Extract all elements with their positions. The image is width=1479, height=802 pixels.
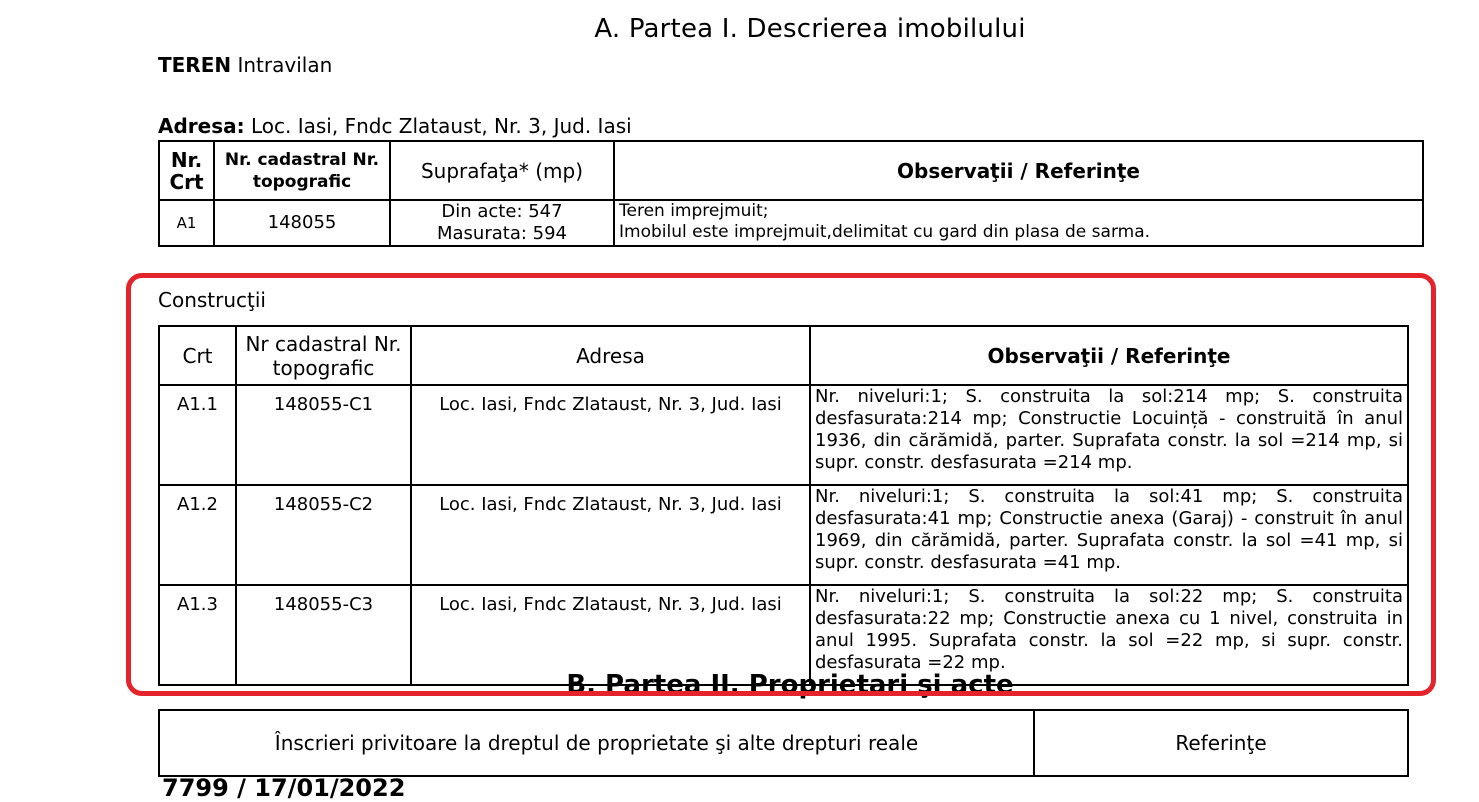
cell-crt: A1.3 xyxy=(159,585,236,685)
masurata: Masurata: 594 xyxy=(436,223,567,244)
cell-observatii: Nr. niveluri:1; S. construita la sol:41 mp; S. construita desfasurata:41 mp; Constructie anexa (Garaj) - construit în anul 1969, din cărămidă, parter. Suprafata constr. la sol =41 mp, si supr. constr. desfasurata =41 mp. xyxy=(810,485,1408,585)
cell-crt: A1.2 xyxy=(159,485,236,585)
adresa-value: Loc. Iasi, Fndc Zlataust, Nr. 3, Jud. Iasi xyxy=(250,114,632,138)
cell-suprafata xyxy=(390,200,614,246)
cell-cadastral: 148055-C3 xyxy=(236,585,411,685)
cell-observatii: Nr. niveluri:1; S. construita la sol:22 mp; S. construita desfasurata:22 mp; Constructie anexa cu 1 nivel, construita in anul 1995. Suprafata constr. la sol =22 mp, si supr. constr. desfasurata =22 mp. xyxy=(810,585,1408,685)
constructii-title: Construcţii xyxy=(158,288,266,312)
rights-table xyxy=(158,709,1409,777)
cell-observatii xyxy=(614,200,1423,246)
cell-cadastral: 148055 xyxy=(214,200,390,246)
header-nr-cadastral: Nr cadastral Nr. topografic xyxy=(236,326,411,385)
entry-number: 7799 / 17/01/2022 xyxy=(162,774,406,802)
highlight-box xyxy=(126,273,1436,696)
rights-table-header xyxy=(159,710,1408,776)
teren-line xyxy=(158,53,332,77)
header-nr-crt: Nr. Crt xyxy=(159,141,214,200)
obs-line-2: Imobilul este imprejmuit,delimitat cu gard din plasa de sarma. xyxy=(619,222,1151,242)
cell-adresa: Loc. Iasi, Fndc Zlataust, Nr. 3, Jud. Iasi xyxy=(411,485,810,585)
part-b-title: B. Partea II. Proprietari şi acte xyxy=(566,670,1014,700)
adresa-label: Adresa: xyxy=(158,114,245,138)
table-row xyxy=(159,200,1423,246)
obs-line-1: Teren imprejmuit; xyxy=(619,201,769,221)
teren-label: TEREN xyxy=(158,53,232,77)
cell-crt: A1.1 xyxy=(159,385,236,485)
header-observatii: Observaţii / Referinţe xyxy=(810,326,1408,385)
din-acte: Din acte: 547 xyxy=(441,201,563,222)
header-suprafata: Suprafaţa* (mp) xyxy=(390,141,614,200)
cell-cadastral: 148055-C1 xyxy=(236,385,411,485)
header-inscrieri: Înscrieri privitoare la dreptul de proprietate şi alte drepturi reale xyxy=(159,710,1034,776)
header-observatii: Observaţii / Referinţe xyxy=(614,141,1423,200)
cell-adresa: Loc. Iasi, Fndc Zlataust, Nr. 3, Jud. Iasi xyxy=(411,385,810,485)
header-crt: Crt xyxy=(159,326,236,385)
land-table-header xyxy=(159,141,1423,200)
header-adresa: Adresa xyxy=(411,326,810,385)
cell-crt: A1 xyxy=(159,200,214,246)
header-referinte: Referinţe xyxy=(1034,710,1408,776)
header-nr-cadastral: Nr. cadastral Nr. topografic xyxy=(214,141,390,200)
adresa-line xyxy=(158,114,632,138)
cell-adresa: Loc. Iasi, Fndc Zlataust, Nr. 3, Jud. Iasi xyxy=(411,585,810,685)
part-a-title: A. Partea I. Descrierea imobilului xyxy=(594,14,1026,44)
cell-cadastral: 148055-C2 xyxy=(236,485,411,585)
teren-value: Intravilan xyxy=(237,53,333,77)
land-table xyxy=(158,140,1424,247)
cell-observatii: Nr. niveluri:1; S. construita la sol:214 mp; S. construita desfasurata:214 mp; Constructie Locuință - construită în anul 1936, din cărămidă, parter. Suprafata constr. la sol =214 mp, si supr. constr. desfasurata =214 mp. xyxy=(810,385,1408,485)
